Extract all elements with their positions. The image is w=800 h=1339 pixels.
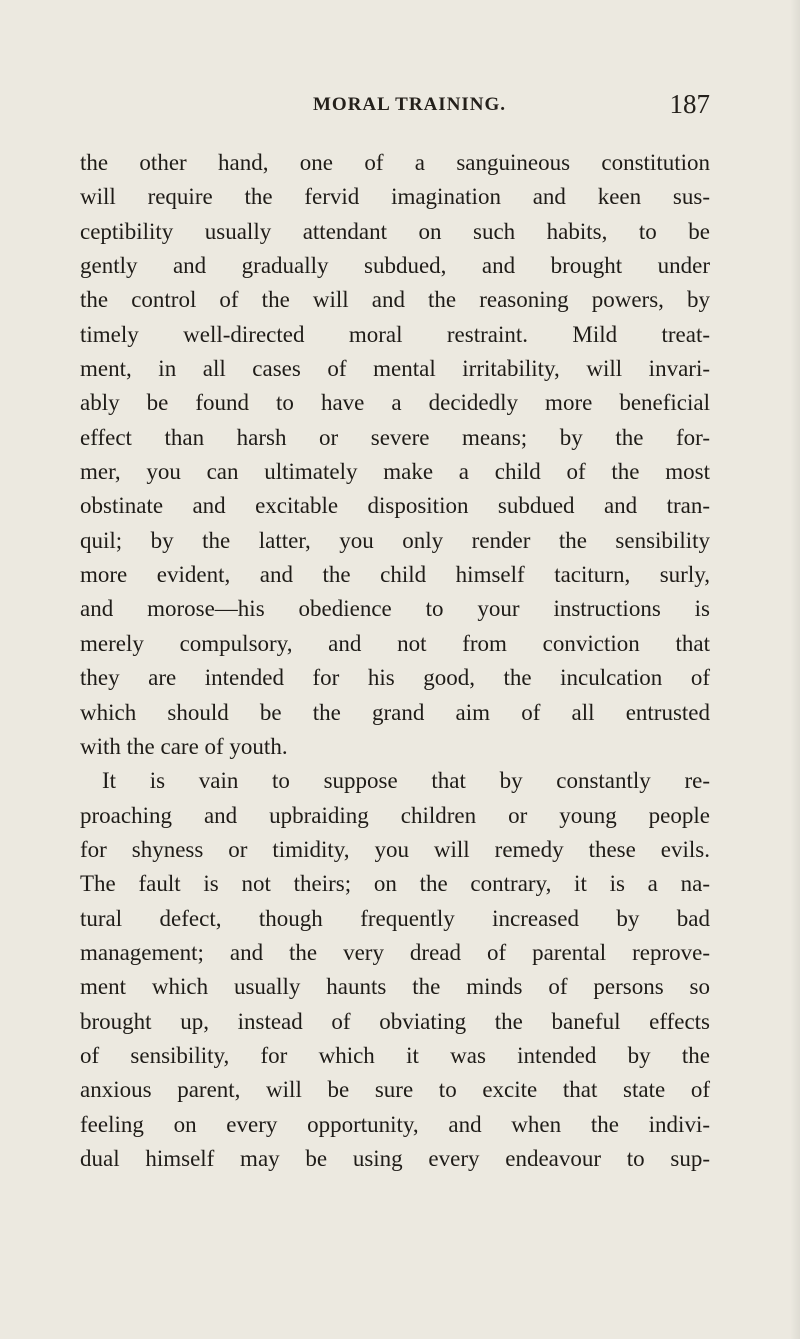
text-line: effect than harsh or severe means; by the for- xyxy=(80,424,710,450)
text-line: brought up, instead of obviating the baneful effects xyxy=(80,1008,710,1034)
page-number: 187 xyxy=(669,89,710,119)
text-line: proaching and upbraiding children or young people xyxy=(80,802,710,828)
text-line: mer, you can ultimately make a child of the most xyxy=(80,459,710,485)
running-head xyxy=(80,89,710,122)
text-line: ment which usually haunts the minds of persons so xyxy=(80,974,710,1000)
text-line: the control of the will and the reasoning powers, by xyxy=(80,287,710,313)
text-line: gently and gradually subdued, and brought under xyxy=(80,253,710,279)
page-edge-shadow xyxy=(790,0,800,1339)
text-line: ably be found to have a decidedly more beneficial xyxy=(80,390,710,416)
paragraph-end-line: with the care of youth. xyxy=(80,733,288,759)
text-line: tural defect, though frequently increased by bad xyxy=(80,905,710,931)
text-line: feeling on every opportunity, and when the indivi- xyxy=(80,1111,710,1137)
text-line: for shyness or timidity, you will remedy these evils. xyxy=(80,836,710,862)
text-line: ceptibility usually attendant on such habits, to be xyxy=(80,218,710,244)
text-line: which should be the grand aim of all entrusted xyxy=(80,699,710,725)
text-line: the other hand, one of a sanguineous constitution xyxy=(80,150,710,175)
text-line: The fault is not theirs; on the contrary, it is a na- xyxy=(80,871,710,897)
body-text xyxy=(80,146,710,1176)
text-line: timely well-directed moral restraint. Mild treat- xyxy=(80,321,710,347)
text-line: more evident, and the child himself taciturn, surly, xyxy=(80,562,710,588)
text-line: anxious parent, will be sure to excite that state of xyxy=(80,1077,710,1103)
text-line: merely compulsory, and not from conviction that xyxy=(80,630,710,656)
text-line: ment, in all cases of mental irritability, will invari- xyxy=(80,356,710,382)
text-line: they are intended for his good, the inculcation of xyxy=(80,665,710,691)
paragraph-start-line: It is vain to suppose that by constantly re- xyxy=(102,768,710,794)
text-line: obstinate and excitable disposition subdued and tran- xyxy=(80,493,710,519)
text-line: will require the fervid imagination and keen sus- xyxy=(80,184,710,210)
running-title: MORAL TRAINING. xyxy=(313,94,507,115)
text-line: dual himself may be using every endeavour to sup- xyxy=(80,1145,710,1171)
text-line: and morose—his obedience to your instructions is xyxy=(80,596,710,622)
text-line: management; and the very dread of parental reprove- xyxy=(80,939,710,965)
text-line: of sensibility, for which it was intended by the xyxy=(80,1042,710,1068)
text-line: quil; by the latter, you only render the sensibility xyxy=(80,527,710,553)
